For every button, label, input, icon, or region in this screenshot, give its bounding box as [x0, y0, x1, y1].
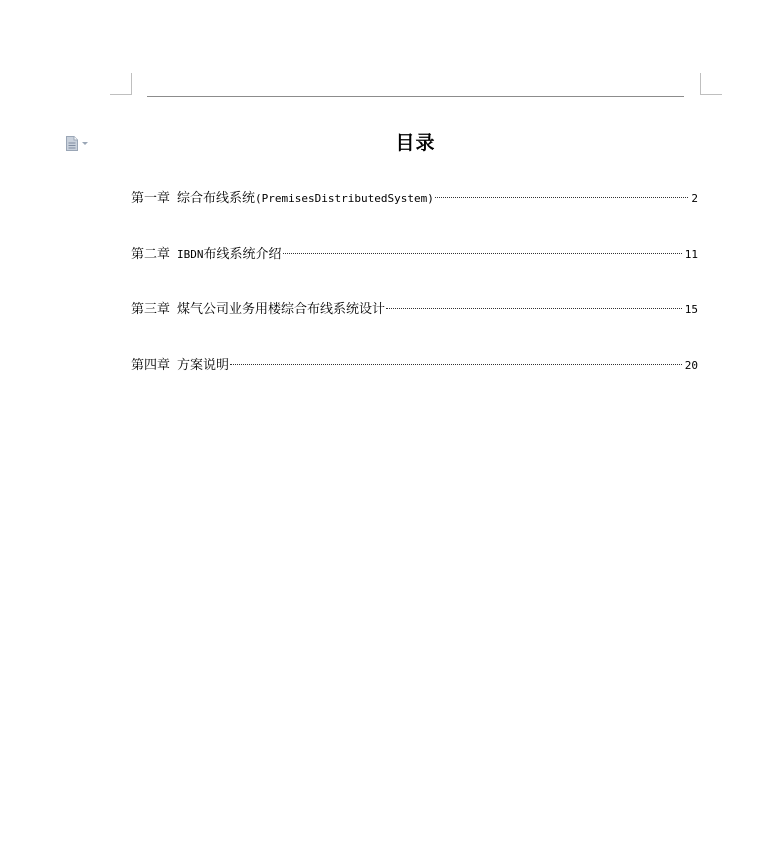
toc-chapter-label: 第二章 — [131, 246, 171, 262]
toc-entry-chapter-1[interactable] — [131, 189, 698, 209]
toc-entry-chapter-2[interactable] — [131, 245, 698, 265]
toc-dot-leader — [386, 308, 682, 309]
toc-entry-chapter-4[interactable] — [131, 356, 698, 376]
toc-entry-chapter-3[interactable] — [131, 300, 698, 320]
crop-mark-top-left — [110, 73, 132, 95]
toc-dot-leader — [283, 253, 682, 254]
header-rule — [147, 96, 684, 97]
toc-chapter-label: 第一章 — [131, 191, 171, 206]
crop-mark-top-right — [700, 73, 722, 95]
toc-dot-leader — [435, 197, 689, 198]
toc-title-latin: (PremisesDistributedSystem) — [255, 192, 434, 205]
toc-chapter-label: 第四章 — [131, 358, 171, 374]
toc-title-text: 综合布线系统 — [177, 191, 256, 206]
toc-heading: 目录 — [395, 132, 436, 154]
toc-title-text: 煤气公司业务用楼综合布线系统设计 — [177, 302, 386, 318]
toc-title-text: 方案说明 — [177, 358, 230, 374]
toc-dot-leader — [230, 364, 682, 365]
toc-page-number: 11 — [684, 247, 698, 261]
toc-title-latin: IBDN — [177, 247, 204, 261]
toc-page-number: 2 — [691, 192, 698, 205]
toc-page-number: 15 — [684, 303, 698, 317]
toc-title-suffix: 布线系统介绍 — [203, 246, 282, 262]
table-of-contents — [131, 189, 698, 412]
toc-page-number: 20 — [684, 359, 698, 373]
toc-chapter-label: 第三章 — [131, 302, 171, 318]
